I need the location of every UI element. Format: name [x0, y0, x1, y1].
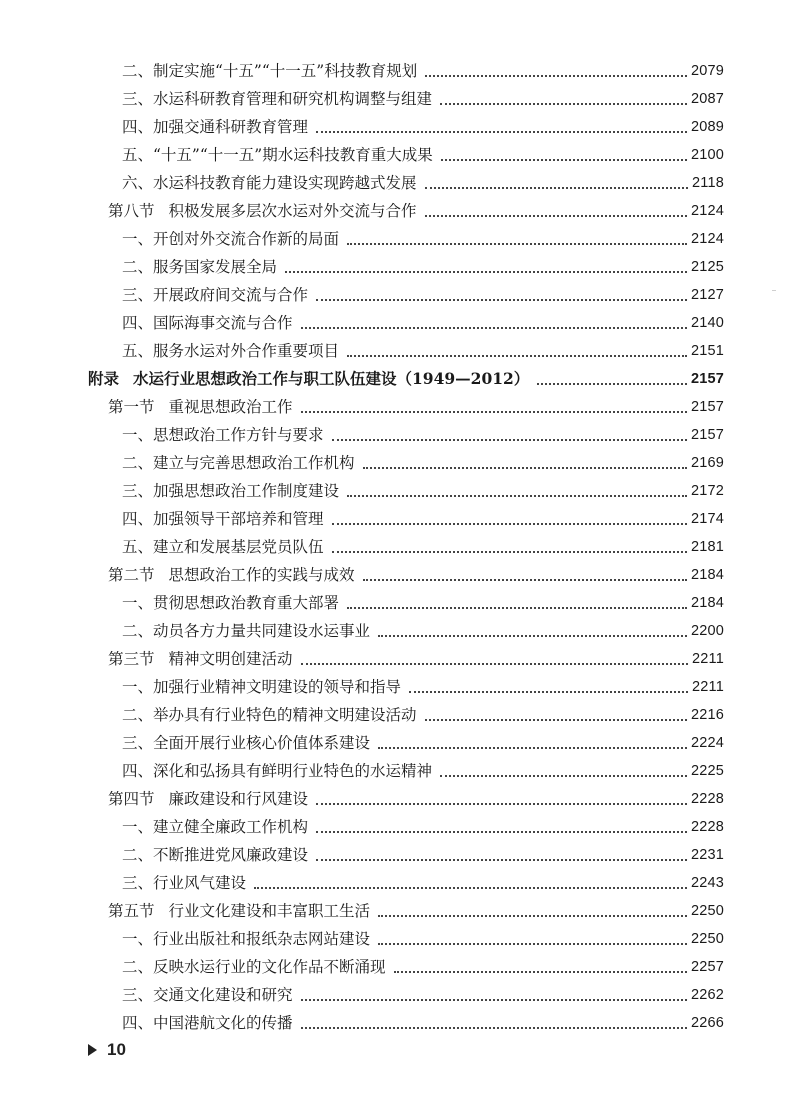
toc-entry-title [122, 225, 343, 253]
toc-page-number: 2125 [690, 259, 724, 275]
toc-entry-title [122, 533, 328, 561]
toc-subsection-entry [88, 981, 724, 1009]
toc-entry-title [122, 505, 328, 533]
toc-page-number: 2127 [690, 287, 724, 303]
toc-entry-text: 一、建立健全廉政工作机构 [122, 818, 309, 836]
toc-entry-title [122, 925, 374, 953]
toc-entry-title [108, 897, 374, 925]
toc-subsection-entry [88, 169, 724, 197]
toc-page-number: 2172 [690, 483, 724, 499]
table-of-contents [88, 57, 724, 1037]
dot-leader [378, 943, 687, 945]
dot-leader [537, 383, 687, 385]
toc-entry-text: 水运行业思想政治工作与职工队伍建设（1949—2012） [133, 369, 530, 388]
toc-entry-text: 五、建立和发展基层党员队伍 [122, 538, 324, 556]
toc-subsection-entry [88, 813, 724, 841]
dot-leader [332, 439, 687, 441]
toc-entry-text: 二、建立与完善思想政治工作机构 [122, 454, 355, 472]
dot-leader [301, 999, 687, 1001]
triangle-right-icon [88, 1044, 97, 1056]
toc-entry-text: 重视思想政治工作 [168, 398, 293, 416]
dot-leader [316, 831, 687, 833]
toc-page-number: 2225 [690, 763, 724, 779]
toc-entry-title [122, 729, 374, 757]
toc-subsection-entry [88, 281, 724, 309]
dot-leader [254, 887, 687, 889]
toc-entry-title [122, 309, 297, 337]
toc-entry-title [122, 813, 312, 841]
dot-leader [378, 635, 687, 637]
toc-entry-text: 思想政治工作的实践与成效 [168, 566, 355, 584]
toc-entry-text: 四、加强交通科研教育管理 [122, 118, 309, 136]
toc-page-number: 2216 [690, 707, 724, 723]
dot-leader [316, 299, 687, 301]
toc-entry-text: 一、开创对外交流合作新的局面 [122, 230, 340, 248]
toc-page-number: 2231 [690, 847, 724, 863]
toc-entry-text: 三、加强思想政治工作制度建设 [122, 482, 340, 500]
toc-page-number: 2124 [690, 203, 724, 219]
toc-entry-label: 第四节 [108, 790, 155, 808]
toc-subsection-entry [88, 57, 724, 85]
dot-leader [425, 75, 687, 77]
dot-leader [332, 551, 687, 553]
toc-page-number: 2157 [690, 399, 724, 415]
toc-subsection-entry [88, 673, 724, 701]
toc-subsection-entry [88, 925, 724, 953]
toc-entry-title [122, 141, 437, 169]
toc-entry-title [108, 393, 297, 421]
toc-subsection-entry [88, 757, 724, 785]
toc-entry-title [122, 57, 421, 85]
toc-page-number: 2124 [690, 231, 724, 247]
toc-entry-text: 行业文化建设和丰富职工生活 [168, 902, 371, 920]
toc-entry-title [122, 113, 312, 141]
page-number: 10 [107, 1040, 126, 1059]
toc-entry-text: 五、“十五”“十一五”期水运科技教育重大成果 [122, 146, 433, 164]
dot-leader [394, 971, 687, 973]
dot-leader [316, 803, 687, 805]
toc-entry-label: 第五节 [108, 902, 155, 920]
toc-page-number: 2079 [690, 63, 724, 79]
toc-subsection-entry [88, 477, 724, 505]
toc-page-number: 2184 [690, 595, 724, 611]
toc-page-number: 2140 [690, 315, 724, 331]
toc-page-number: 2118 [692, 175, 724, 191]
toc-entry-title [122, 617, 374, 645]
toc-entry-title [122, 337, 343, 365]
toc-entry-text: 四、加强领导干部培养和管理 [122, 510, 324, 528]
toc-entry-title [122, 449, 359, 477]
toc-page-number: 2200 [690, 623, 724, 639]
toc-entry-title [122, 421, 328, 449]
toc-subsection-entry [88, 533, 724, 561]
toc-section-entry [88, 393, 724, 421]
toc-entry-text: 一、行业出版社和报纸杂志网站建设 [122, 930, 371, 948]
toc-subsection-entry [88, 1009, 724, 1037]
toc-entry-text: 五、服务水运对外合作重要项目 [122, 342, 340, 360]
toc-entry-label: 第一节 [108, 398, 155, 416]
dot-leader [409, 691, 688, 693]
toc-page-number: 2228 [690, 819, 724, 835]
dot-leader [316, 131, 687, 133]
toc-entry-text: 三、交通文化建设和研究 [122, 986, 293, 1004]
toc-page-number: 2224 [690, 735, 724, 751]
toc-entry-title [122, 589, 343, 617]
toc-subsection-entry [88, 449, 724, 477]
toc-page-number: 2262 [690, 987, 724, 1003]
toc-entry-title [108, 197, 421, 225]
toc-entry-text: 一、加强行业精神文明建设的领导和指导 [122, 678, 402, 696]
scan-edge-mark [772, 290, 776, 291]
toc-page-number: 2184 [690, 567, 724, 583]
toc-page-number: 2157 [690, 371, 724, 387]
toc-appendix-entry [88, 365, 724, 393]
toc-entry-text: 二、动员各方力量共同建设水运事业 [122, 622, 371, 640]
toc-entry-title [122, 981, 297, 1009]
toc-section-entry [88, 197, 724, 225]
toc-entry-title [122, 169, 421, 197]
dot-leader [332, 523, 687, 525]
toc-subsection-entry [88, 617, 724, 645]
toc-entry-title [122, 253, 281, 281]
toc-section-entry [88, 561, 724, 589]
dot-leader [378, 747, 687, 749]
toc-page-number: 2250 [690, 903, 724, 919]
dot-leader [347, 495, 687, 497]
toc-entry-title [88, 365, 533, 393]
toc-page-number: 2257 [690, 959, 724, 975]
toc-subsection-entry [88, 729, 724, 757]
toc-subsection-entry [88, 225, 724, 253]
toc-entry-text: 二、不断推进党风廉政建设 [122, 846, 309, 864]
dot-leader [347, 607, 687, 609]
toc-entry-title [122, 281, 312, 309]
dot-leader [425, 215, 687, 217]
toc-subsection-entry [88, 85, 724, 113]
toc-entry-label: 第八节 [108, 202, 155, 220]
dot-leader [440, 775, 687, 777]
toc-entry-title [122, 701, 421, 729]
dot-leader [440, 103, 687, 105]
toc-entry-text: 四、中国港航文化的传播 [122, 1014, 293, 1032]
dot-leader [316, 859, 687, 861]
toc-entry-text: 一、思想政治工作方针与要求 [122, 426, 324, 444]
toc-entry-text: 一、贯彻思想政治教育重大部署 [122, 594, 340, 612]
dot-leader [347, 243, 687, 245]
toc-subsection-entry [88, 337, 724, 365]
toc-entry-label: 附录 [88, 369, 120, 388]
toc-subsection-entry [88, 309, 724, 337]
toc-section-entry [88, 785, 724, 813]
toc-entry-title [122, 1009, 297, 1037]
toc-page-number: 2211 [692, 679, 724, 695]
dot-leader [425, 719, 687, 721]
toc-entry-text: 四、国际海事交流与合作 [122, 314, 293, 332]
toc-entry-title [122, 869, 250, 897]
toc-page-number: 2157 [690, 427, 724, 443]
toc-page-number: 2174 [690, 511, 724, 527]
toc-entry-text: 廉政建设和行风建设 [168, 790, 309, 808]
toc-entry-title [108, 785, 312, 813]
dot-leader [378, 915, 687, 917]
toc-entry-text: 积极发展多层次水运对外交流与合作 [168, 202, 417, 220]
toc-subsection-entry [88, 141, 724, 169]
dot-leader [363, 579, 687, 581]
toc-entry-title [122, 953, 390, 981]
toc-entry-title [108, 645, 297, 673]
dot-leader [301, 663, 688, 665]
toc-page-number: 2100 [690, 147, 724, 163]
dot-leader [347, 355, 687, 357]
toc-entry-text: 精神文明创建活动 [168, 650, 293, 668]
toc-subsection-entry [88, 841, 724, 869]
toc-page-number: 2266 [690, 1015, 724, 1031]
toc-entry-title [122, 757, 436, 785]
toc-entry-text: 三、开展政府间交流与合作 [122, 286, 309, 304]
toc-entry-text: 四、深化和弘扬具有鲜明行业特色的水运精神 [122, 762, 433, 780]
page-footer [88, 1040, 126, 1060]
toc-entry-text: 二、举办具有行业特色的精神文明建设活动 [122, 706, 417, 724]
toc-page-number: 2243 [690, 875, 724, 891]
dot-leader [363, 467, 687, 469]
toc-subsection-entry [88, 253, 724, 281]
toc-entry-label: 第二节 [108, 566, 155, 584]
dot-leader [301, 327, 687, 329]
toc-page-number: 2228 [690, 791, 724, 807]
toc-subsection-entry [88, 505, 724, 533]
toc-subsection-entry [88, 869, 724, 897]
toc-subsection-entry [88, 113, 724, 141]
toc-entry-text: 三、全面开展行业核心价值体系建设 [122, 734, 371, 752]
toc-entry-title [122, 841, 312, 869]
dot-leader [425, 187, 689, 189]
toc-subsection-entry [88, 953, 724, 981]
toc-entry-label: 第三节 [108, 650, 155, 668]
toc-page-number: 2181 [690, 539, 724, 555]
toc-entry-text: 六、水运科技教育能力建设实现跨越式发展 [122, 174, 417, 192]
toc-entry-title [108, 561, 359, 589]
toc-page-number: 2211 [692, 651, 724, 667]
toc-subsection-entry [88, 589, 724, 617]
toc-entry-title [122, 477, 343, 505]
toc-entry-text: 三、水运科研教育管理和研究机构调整与组建 [122, 90, 433, 108]
toc-entry-text: 二、反映水运行业的文化作品不断涌现 [122, 958, 386, 976]
toc-entry-text: 二、制定实施“十五”“十一五”科技教育规划 [122, 62, 418, 80]
toc-entry-title [122, 673, 405, 701]
toc-page-number: 2087 [690, 91, 724, 107]
toc-entry-text: 三、行业风气建设 [122, 874, 247, 892]
toc-section-entry [88, 897, 724, 925]
toc-subsection-entry [88, 421, 724, 449]
toc-page-number: 2151 [690, 343, 724, 359]
toc-entry-title [122, 85, 436, 113]
toc-page-number: 2250 [690, 931, 724, 947]
dot-leader [441, 159, 687, 161]
toc-page-number: 2089 [690, 119, 724, 135]
toc-subsection-entry [88, 701, 724, 729]
dot-leader [285, 271, 687, 273]
dot-leader [301, 1027, 687, 1029]
toc-section-entry [88, 645, 724, 673]
dot-leader [301, 411, 687, 413]
toc-page-number: 2169 [690, 455, 724, 471]
toc-entry-text: 二、服务国家发展全局 [122, 258, 278, 276]
